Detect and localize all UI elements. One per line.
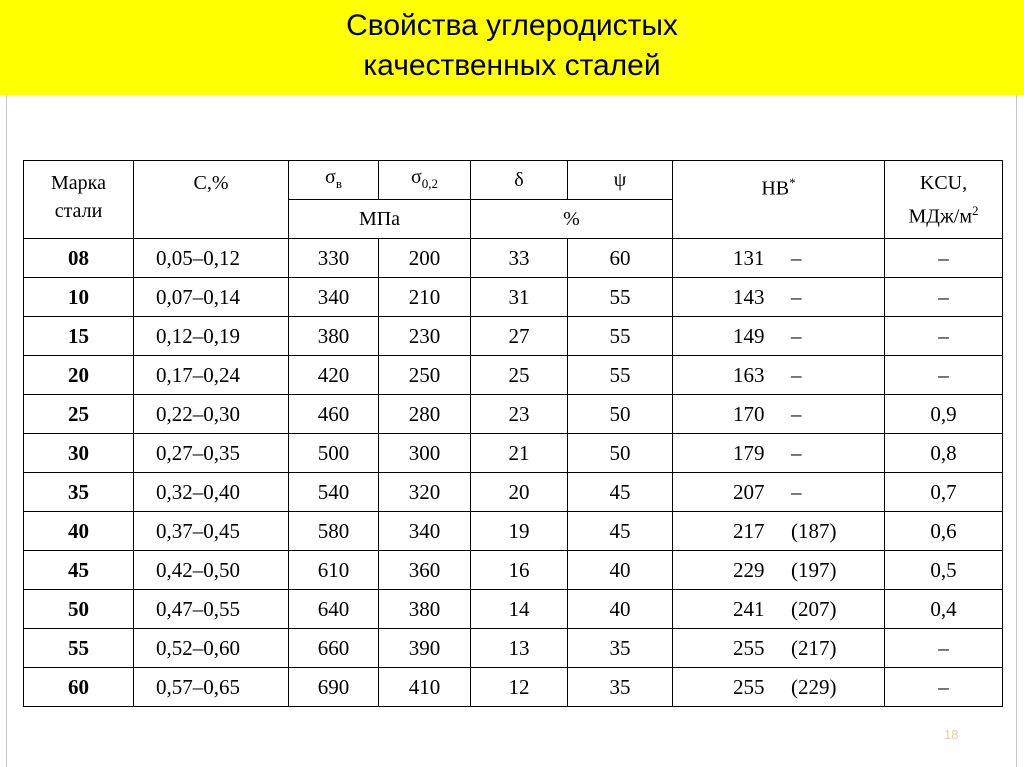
header-kcu — [885, 161, 1003, 239]
header-kcu-sup: 2 — [971, 203, 979, 218]
cell-carbon: 0,47–0,55 — [134, 590, 289, 629]
cell-carbon: 0,32–0,40 — [134, 473, 289, 512]
hb-value: 255 — [733, 635, 765, 660]
cell-carbon: 0,12–0,19 — [134, 317, 289, 356]
table-row — [24, 473, 1003, 512]
hb-value: 241 — [733, 596, 765, 621]
hb-annealed-value: – — [791, 245, 802, 270]
cell-sigma-02: 200 — [379, 239, 471, 278]
cell-carbon: 0,17–0,24 — [134, 356, 289, 395]
cell-psi: 55 — [568, 356, 673, 395]
cell-psi: 55 — [568, 278, 673, 317]
cell-delta: 33 — [471, 239, 568, 278]
header-kcu-line2 — [885, 197, 1002, 231]
header-hb-base: HB — [761, 177, 790, 200]
title-line-1: Свойства углеродистых — [346, 9, 678, 42]
header-psi-label: ψ — [613, 169, 627, 191]
header-sigma-b-sub: в — [335, 175, 342, 191]
cell-sigma-02: 250 — [379, 356, 471, 395]
header-grade — [24, 161, 134, 239]
cell-kcu: 0,8 — [885, 434, 1003, 473]
header-hb — [673, 161, 885, 239]
hb-annealed-value: – — [791, 323, 802, 348]
cell-carbon: 0,07–0,14 — [134, 278, 289, 317]
cell-grade: 10 — [24, 278, 134, 317]
cell-grade: 45 — [24, 551, 134, 590]
cell-kcu: – — [885, 629, 1003, 668]
cell-sigma-b: 580 — [289, 512, 379, 551]
header-grade-line1: Марка — [51, 172, 106, 194]
cell-delta: 19 — [471, 512, 568, 551]
hb-value: 217 — [733, 518, 765, 543]
hb-annealed-value: (229) — [791, 674, 837, 699]
table-row — [24, 434, 1003, 473]
table-row — [24, 356, 1003, 395]
cell-kcu: – — [885, 317, 1003, 356]
header-sigma-02-sub: 0,2 — [421, 175, 439, 191]
page-number: 18 — [944, 727, 959, 742]
cell-sigma-02: 360 — [379, 551, 471, 590]
cell-carbon: 0,42–0,50 — [134, 551, 289, 590]
cell-hb — [673, 512, 885, 551]
cell-sigma-b: 460 — [289, 395, 379, 434]
cell-carbon: 0,05–0,12 — [134, 239, 289, 278]
cell-sigma-02: 340 — [379, 512, 471, 551]
hb-value: 179 — [733, 440, 765, 465]
hb-annealed-value: (207) — [791, 596, 837, 621]
cell-psi: 55 — [568, 317, 673, 356]
cell-sigma-02: 390 — [379, 629, 471, 668]
cell-hb — [673, 629, 885, 668]
cell-psi: 40 — [568, 590, 673, 629]
header-delta — [471, 161, 568, 200]
title-line-2: качественных сталей — [363, 49, 661, 82]
cell-hb — [673, 668, 885, 707]
hb-annealed-value: – — [791, 401, 802, 426]
header-delta-label: δ — [514, 169, 524, 191]
hb-value: 131 — [733, 245, 765, 270]
cell-grade: 50 — [24, 590, 134, 629]
cell-sigma-b: 660 — [289, 629, 379, 668]
hb-annealed-value: (217) — [791, 635, 837, 660]
cell-kcu: – — [885, 356, 1003, 395]
cell-delta: 16 — [471, 551, 568, 590]
cell-hb — [673, 356, 885, 395]
hb-annealed-value: – — [791, 479, 802, 504]
cell-sigma-b: 640 — [289, 590, 379, 629]
hb-value: 229 — [733, 557, 765, 582]
table-row — [24, 395, 1003, 434]
cell-grade: 20 — [24, 356, 134, 395]
table-row — [24, 239, 1003, 278]
cell-sigma-b: 420 — [289, 356, 379, 395]
cell-psi: 60 — [568, 239, 673, 278]
cell-grade: 15 — [24, 317, 134, 356]
hb-annealed-value: – — [791, 440, 802, 465]
hb-value: 143 — [733, 284, 765, 309]
cell-sigma-02: 410 — [379, 668, 471, 707]
cell-hb — [673, 473, 885, 512]
cell-sigma-02: 380 — [379, 590, 471, 629]
header-sigma-02 — [379, 161, 471, 200]
table-row — [24, 278, 1003, 317]
cell-delta: 13 — [471, 629, 568, 668]
header-grade-line2: стали — [54, 200, 103, 222]
cell-grade: 08 — [24, 239, 134, 278]
cell-carbon: 0,22–0,30 — [134, 395, 289, 434]
cell-psi: 45 — [568, 473, 673, 512]
cell-psi: 35 — [568, 629, 673, 668]
cell-psi: 45 — [568, 512, 673, 551]
hb-value: 170 — [733, 401, 765, 426]
cell-psi: 50 — [568, 434, 673, 473]
cell-grade: 30 — [24, 434, 134, 473]
cell-sigma-02: 210 — [379, 278, 471, 317]
cell-sigma-02: 320 — [379, 473, 471, 512]
header-unit-percent — [471, 200, 673, 239]
cell-carbon: 0,52–0,60 — [134, 629, 289, 668]
cell-delta: 20 — [471, 473, 568, 512]
header-row-1 — [24, 161, 1003, 200]
hb-annealed-value: – — [791, 284, 802, 309]
hb-value: 207 — [733, 479, 765, 504]
header-carbon-label: C,% — [193, 172, 229, 194]
header-sigma-b — [289, 161, 379, 200]
table-row — [24, 668, 1003, 707]
cell-grade: 35 — [24, 473, 134, 512]
cell-sigma-b: 340 — [289, 278, 379, 317]
cell-grade: 60 — [24, 668, 134, 707]
hb-value: 149 — [733, 323, 765, 348]
cell-grade: 40 — [24, 512, 134, 551]
cell-sigma-02: 280 — [379, 395, 471, 434]
cell-kcu: 0,5 — [885, 551, 1003, 590]
cell-sigma-b: 330 — [289, 239, 379, 278]
hb-annealed-value: – — [791, 362, 802, 387]
table-row — [24, 317, 1003, 356]
page-title — [0, 6, 1024, 86]
cell-kcu: – — [885, 239, 1003, 278]
header-carbon — [134, 161, 289, 239]
cell-grade: 25 — [24, 395, 134, 434]
cell-sigma-02: 230 — [379, 317, 471, 356]
cell-sigma-b: 540 — [289, 473, 379, 512]
cell-carbon: 0,27–0,35 — [134, 434, 289, 473]
hb-value: 255 — [733, 674, 765, 699]
cell-hb — [673, 239, 885, 278]
hb-annealed-value: (197) — [791, 557, 837, 582]
header-kcu-line1: KCU, — [919, 172, 968, 194]
cell-hb — [673, 551, 885, 590]
header-hb-sup: * — [789, 175, 796, 190]
header-unit-mpa — [289, 200, 471, 239]
unit-mpa-label: МПа — [358, 208, 401, 230]
cell-carbon: 0,57–0,65 — [134, 668, 289, 707]
cell-sigma-02: 300 — [379, 434, 471, 473]
cell-sigma-b: 610 — [289, 551, 379, 590]
cell-kcu: 0,9 — [885, 395, 1003, 434]
cell-hb — [673, 317, 885, 356]
cell-delta: 14 — [471, 590, 568, 629]
header-sigma-b-base: σ — [325, 165, 336, 188]
cell-delta: 27 — [471, 317, 568, 356]
header-kcu-unit: МДж/м — [908, 205, 972, 228]
cell-hb — [673, 590, 885, 629]
hb-annealed-value: (187) — [791, 518, 837, 543]
cell-kcu: 0,6 — [885, 512, 1003, 551]
cell-delta: 21 — [471, 434, 568, 473]
table-row — [24, 629, 1003, 668]
table-row — [24, 551, 1003, 590]
cell-delta: 23 — [471, 395, 568, 434]
header-psi — [568, 161, 673, 200]
cell-hb — [673, 395, 885, 434]
cell-kcu: – — [885, 668, 1003, 707]
cell-psi: 35 — [568, 668, 673, 707]
steel-properties-table — [23, 160, 1003, 707]
cell-hb — [673, 278, 885, 317]
table-row — [24, 512, 1003, 551]
unit-percent-label: % — [563, 208, 580, 230]
cell-grade: 55 — [24, 629, 134, 668]
table-row — [24, 590, 1003, 629]
cell-kcu: – — [885, 278, 1003, 317]
cell-delta: 31 — [471, 278, 568, 317]
cell-kcu: 0,7 — [885, 473, 1003, 512]
cell-psi: 40 — [568, 551, 673, 590]
cell-kcu: 0,4 — [885, 590, 1003, 629]
cell-hb — [673, 434, 885, 473]
cell-sigma-b: 690 — [289, 668, 379, 707]
cell-delta: 12 — [471, 668, 568, 707]
cell-sigma-b: 380 — [289, 317, 379, 356]
cell-delta: 25 — [471, 356, 568, 395]
header-sigma-02-base: σ — [410, 165, 422, 188]
cell-sigma-b: 500 — [289, 434, 379, 473]
hb-value: 163 — [733, 362, 765, 387]
cell-psi: 50 — [568, 395, 673, 434]
cell-carbon: 0,37–0,45 — [134, 512, 289, 551]
